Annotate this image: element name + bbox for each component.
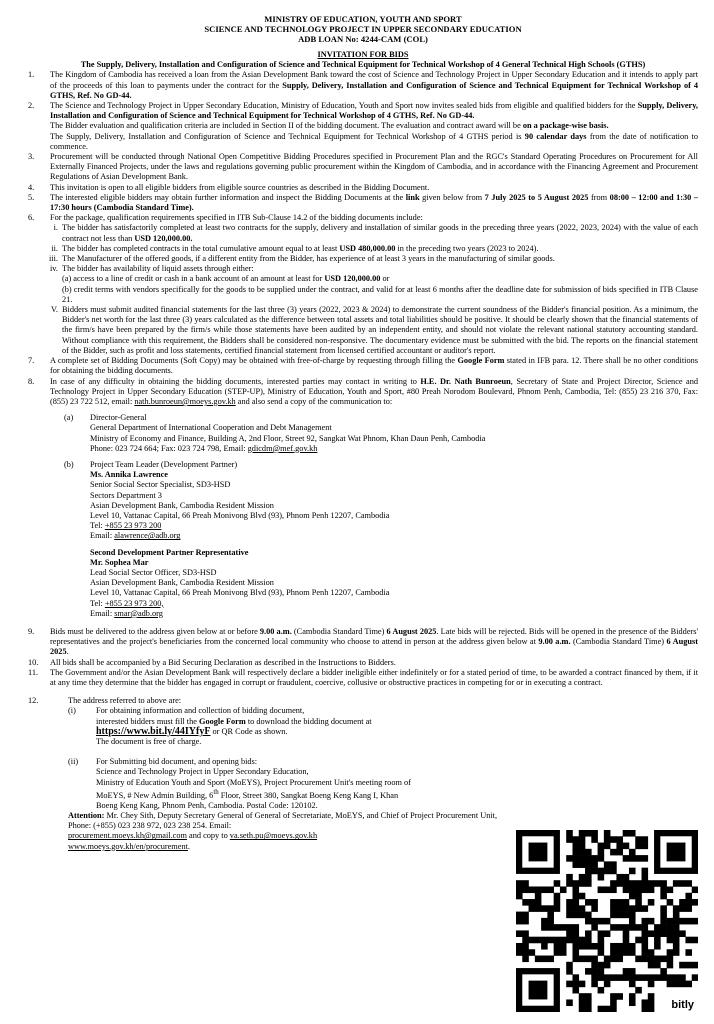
- clause-5: 5. The interested eligible bidders may obtain further information and inspect the Bidding Documents at the link given below from 7 July 2025 to 5 August 2025 from 08:00 – 12:00 and 1:30 – 17:30 hours (Cambodia Standard Time).: [28, 192, 699, 213]
- address-i: (i) For obtaining information and collection of bidding document, interested bidders must fill the Google Form to download the bidding document at https://www.bit.ly/44IYfyF or QR Code as shown. The document is free of charge.: [68, 706, 372, 746]
- clause-6: 6. For the package, qualification requirements specified in ITB Sub-Clause 14.2 of the bidding documents include:: [28, 213, 423, 223]
- clause-4: 4. This invitation is open to all eligible bidders from eligible source countries as described in the Bidding Document.: [28, 182, 430, 192]
- ministry-name: MINISTRY OF EDUCATION, YOUTH AND SPORT: [264, 14, 462, 24]
- address-ii: (ii) For Submitting bid document, and opening bids: Science and Technology Project in Upper Secondary Education, Ministry of Education Youth and Sport (MoEYS), Project Procurement Unit's meeting room of MoEYS, # New Admin Building, 6th Floor, Street 380, Sangkat Boeng Keng Kang I, Khan Boeng Keng Kang, Phnom Penh, Cambodia. Postal Code: 120102.: [68, 757, 411, 810]
- procurement-url-link[interactable]: www.moeys.gov.kh/en/procurement: [68, 841, 188, 851]
- clause-9: 9. Bids must be delivered to the address given below at or before 9.00 a.m. (Cambodia Standard Time) 6 August 2025. Late bids will be rejected. Bids will be opened in the presence of the Bidders' representatives and the project's beneficiaries from the concerned local community who choose to attend in person at the address given below at 9.00 a.m. (Cambodia Standard Time) 6 August 2025.: [28, 626, 698, 657]
- phone-link[interactable]: +855 23 973 200,: [104, 598, 164, 608]
- bitly-logo: bitly: [671, 999, 694, 1011]
- project-name: SCIENCE AND TECHNOLOGY PROJECT IN UPPER SECONDARY EDUCATION: [204, 24, 522, 34]
- email-link[interactable]: procurement.moeys.kh@gmail.com: [68, 831, 187, 841]
- email-link[interactable]: nath.bunroeun@moeys.gov.kh: [134, 396, 236, 406]
- header: [28, 14, 698, 44]
- clause-1: 1. The Kingdom of Cambodia has received a loan from the Asian Development Bank toward the cost of Science and Technology Project in Upper Secondary Education and it intends to apply part of the proceeds of this loan to payments under the contract for the Supply, Delivery, Installation and Configuration of Science and Technical Equipment for Technical Workshop of 4 GTHS, Ref. No GD-44.: [28, 70, 698, 100]
- clause-3: 3. Procurement will be conducted through National Open Competitive Bidding Procedures specified in Procurement Plan and the RGC's Standard Operating Procedures on Procurement for All Externally Financed Projects, under the laws and regulations governing public procurement within the Kingdom of Cambodia, and in accordance with the Financing Agreement and Procurement Regulations of Asian Development Bank.: [28, 152, 698, 182]
- link-word: link: [405, 192, 420, 202]
- contact-b: (b) Project Team Leader (Development Partner) Ms. Annika Lawrence Senior Social Sector Specialist, SD3-HSD Sectors Department 3 Asian Development Bank, Cambodia Resident Mission Level 10, Vattanac Capital, 66 Preah Monivong Blvd (93), Phnom Penh 12207, Cambodia Tel: +855 23 973 200 Email: alawrence@adb.org: [64, 459, 390, 541]
- requirement-iv: iv. The bidder has availability of liquid assets through either: (a) access to a line of credit or cash in a bank account of an amount at least for USD 120,000.00 or (b) credit terms with vendors specifically for the goods to be supplied under the contract, and valid for at least 6 months after the deadline date for submission of bids specified in ITB Clause 21.: [50, 264, 698, 304]
- phone-link[interactable]: +855 23 973 200: [104, 521, 162, 531]
- contact-a: (a) Director-General General Department of International Cooperation and Debt Management Ministry of Economy and Finance, Building A, 2nd Floor, Street 92, Sangkat Wat Phnom, Khan Daun Penh, Cambodia Phone: 023 724 664; Fax: 023 724 798, Email: gdicdm@mef.gov.kh: [64, 413, 486, 453]
- clause-10: 10. All bids shall be accompanied by a Bid Securing Declaration as described in the Instructions to Bidders.: [28, 657, 396, 667]
- clause-2: 2. The Science and Technology Project in Upper Secondary Education, Ministry of Education, Youth and Sport now invites sealed bids from eligible and qualified bidders for the Supply, Delivery, Installation and Configuration of Science and Technical Equipment for Technical Workshop of 4 GTHS, Ref. No GD-44. The Bidder evaluation and qualification criteria are included in Section II of the bidding document. The evaluation and contract award will be on a package-wise basis. The Supply, Delivery, Installation and Configuration of Science and Technical Equipment for Technical Workshop of 4 GTHS period is 90 calendar days from the date of notification to commence.: [28, 101, 698, 151]
- contact-c: Second Development Partner Representative Mr. Sophea Mar Lead Social Sector Officer, SD3-HSD Asian Development Bank, Cambodia Resident Mission Level 10, Vattanac Capital, 66 Preah Monivong Blvd (93), Phnom Penh 12207, Cambodia Tel: +855 23 973 200, Email: smar@adb.org: [90, 547, 390, 618]
- loan-number: ADB LOAN No: 4244-CAM (COL): [298, 34, 428, 44]
- clause-7: 7. A complete set of Bidding Documents (Soft Copy) may be obtained with free-of-charge by requesting through filling the Google Form stated in IFB para. 12. There shall be no other conditions for obtaining the bidding documents.: [28, 356, 698, 376]
- email-link[interactable]: gdicdm@mef.gov.kh: [247, 443, 318, 453]
- page-subtitle: The Supply, Delivery, Installation and Configuration of Science and Technical Equipment for Technical Workshop of 4 General Technical High Schools (GTHS): [80, 60, 646, 70]
- google-form-link[interactable]: https://www.bit.ly/44IYfyF: [96, 725, 211, 737]
- clause-8: 8. In case of any difficulty in obtaining the bidding documents, interested parties may contact in writing to H.E. Dr. Nath Bunroeun, Secretary of State and Project Director, Science and Technology Project in Upper Secondary Education (STEP-UP), Ministry of Education, Youth and Sport, #80 Preah Norodom Boulevard, Phnom Penh, Cambodia, Tel: (855) 23 216 370, Fax: (855) 23 722 512, email: nath.bunroeun@moeys.gov.kh and also send a copy of the communication to:: [28, 376, 698, 406]
- requirement-v: V. Bidders must submit audited financial statements for the last three (3) years (2022, 2023 & 2024) to demonstrate the current soundness of the Bidder's financial position. As a minimum, the Bidder's net worth for the last three (3) years calculated as the difference between total assets and total liabilities should be positive. It should be clearly shown that the financial statements of the firm/s have been prepared by the firm/s while those statements have been audited by an independent entity, and should not violate the relevant national statutory accounting standard. Without compliance with this requirement, the Bidders shall be considered non-responsive. The documentary evidence must be submitted with the bid. The reports on the financial statement of the Bidder, such as profit and loss statements, certified financial statement from licensed certified accountant or auditor's report.: [51, 305, 698, 355]
- page-title: INVITATION FOR BIDS: [317, 50, 409, 59]
- qr-code-icon: [516, 830, 698, 1012]
- email-link[interactable]: va.seth.pu@moeys.gov.kh: [229, 831, 318, 841]
- email-link[interactable]: alawrence@adb.org: [114, 531, 181, 541]
- requirement-i: i. The bidder has satisfactorily completed at least two contracts for the supply, delivery and installation of similar goods in the preceding three years (2022, 2023, 2024) with the value of each contract not less than USD 120,000.00.: [53, 223, 698, 243]
- qr-code[interactable]: [516, 830, 698, 1012]
- clause-11: 11. The Government and/or the Asian Development Bank will respectively declare a bidder ineligible either indefinitely or for a stated period of time, to be awarded a contract financed by them, if it at any time they determine that the bidder has engaged in corrupt or fraudulent, coercive, collusive or obstructive practices in competing for or in executing a contract.: [28, 667, 698, 687]
- attention-block: Attention: Mr. Chey Sith, Deputy Secretary General of General of Secretariate, MoEYS, and Chief of Project Procurement Unit, Phone: (+855) 023 238 972, 023 238 254. Email: procurement.moeys.kh@gmail.com and copy to va.seth.pu@moeys.gov.kh www.moeys.gov.kh/en/procurement.: [68, 810, 498, 851]
- clause-12: 12. The address referred to above are:: [28, 696, 182, 706]
- requirement-iii: iii. The Manufacturer of the offered goods, if a different entity from the Bidder, has experience of at least 3 years in the manufacturing of similar goods.: [49, 254, 555, 264]
- email-link[interactable]: smar@adb.org: [114, 608, 163, 618]
- requirement-ii: ii. The bidder has completed contracts in the total cumulative amount equal to at least USD 480,000.00 in the preceding two years (2023 to 2024).: [51, 243, 539, 253]
